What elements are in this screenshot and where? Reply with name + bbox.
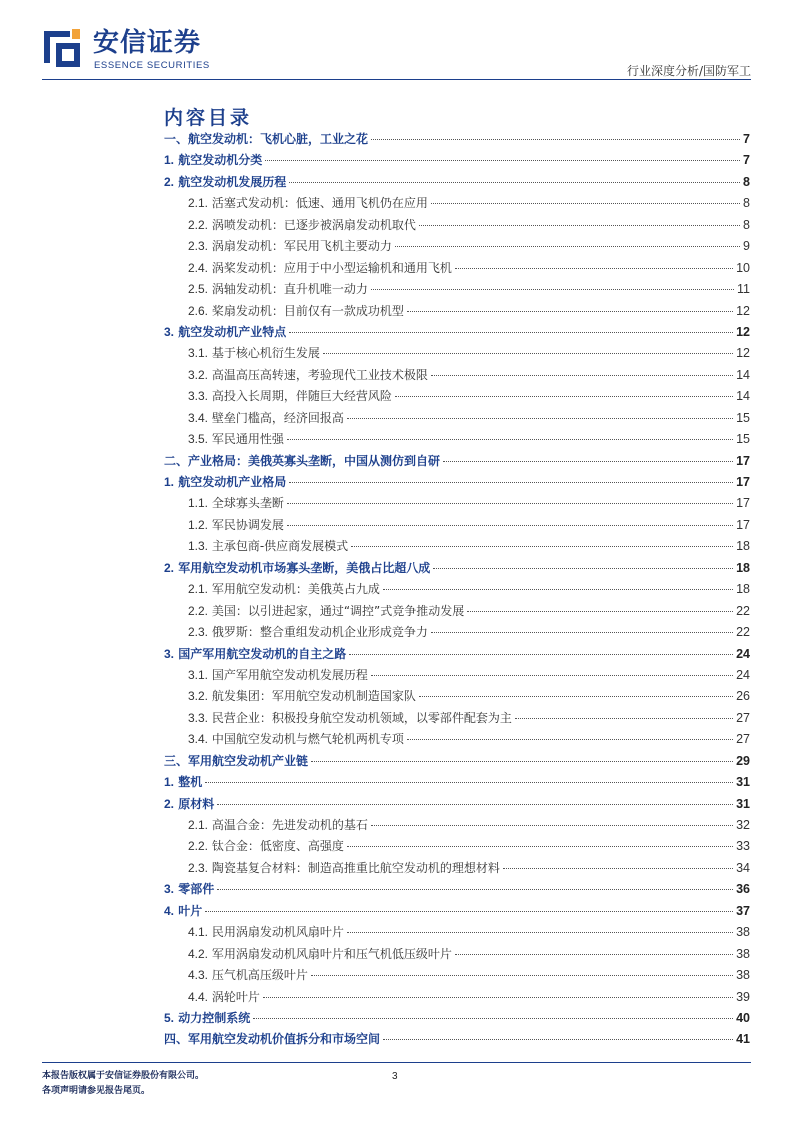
toc-entry-number: 四、 [164, 1032, 189, 1047]
toc-entry-number: 3.2. [188, 367, 209, 382]
toc-leader-dots [455, 954, 733, 955]
toc-entry[interactable] [164, 130, 750, 151]
toc-entry-text: 航空发动机分类 [178, 153, 263, 168]
toc-entry-text: 钛合金：低密度、高强度 [211, 839, 344, 854]
toc-leader-dots [515, 718, 733, 719]
toc-entry-text: 高温合金：先进发动机的基石 [211, 818, 368, 832]
toc-leader-dots [205, 782, 733, 783]
toc-entry[interactable] [164, 237, 750, 258]
toc-entry-text: 美国：以引进起家，通过“调控”式竞争推动发展 [211, 603, 465, 618]
toc-entry[interactable] [164, 302, 750, 323]
toc-leader-dots [371, 289, 734, 290]
toc-entry-title [188, 923, 344, 940]
toc-leader-dots [431, 203, 740, 204]
toc-entry-text: 军用涡扇发动机风扇叶片和压气机低压级叶片 [211, 946, 452, 961]
toc-entry-title [188, 837, 344, 854]
toc-entry-page: 17 [736, 496, 750, 511]
toc-entry-number: 2.3. [188, 860, 209, 875]
toc-entry-page: 17 [736, 475, 750, 489]
toc-entry-number: 4.1. [188, 925, 209, 940]
toc-entry-title [164, 452, 440, 469]
footer-divider [42, 1062, 751, 1063]
toc-entry-number: 二、 [164, 453, 189, 468]
toc-entry[interactable] [164, 816, 750, 837]
toc-entry-title [164, 1030, 380, 1047]
toc-leader-dots [407, 311, 733, 312]
toc-entry-title [164, 130, 368, 147]
toc-entry-text: 原材料 [178, 796, 215, 811]
toc-entry-text: 零部件 [178, 882, 215, 897]
toc-entry[interactable] [164, 859, 750, 880]
toc-entry-text: 军用航空发动机市场寡头垄断，美俄占比超八成 [178, 560, 431, 575]
toc-leader-dots [433, 568, 733, 569]
toc-entry-text: 国产军用航空发动机发展历程 [211, 667, 368, 682]
toc-entry-title [188, 194, 428, 211]
toc-entry-title [188, 602, 464, 619]
toc-leader-dots [265, 160, 740, 161]
toc-entry-title [188, 387, 392, 404]
toc-entry-title [164, 773, 202, 790]
toc-leader-dots [467, 611, 733, 612]
toc-entry-page: 37 [736, 903, 750, 918]
toc-entry-number: 2.5. [188, 282, 209, 297]
toc-entry-title [164, 559, 430, 576]
toc-entry-page: 14 [736, 367, 750, 382]
toc-entry-text: 军民通用性强 [211, 432, 284, 447]
toc-entry-page: 18 [736, 582, 750, 597]
toc-entry-text: 军用航空发动机产业链 [188, 753, 309, 768]
toc-entry[interactable] [164, 452, 750, 473]
toc-entry-text: 全球寡头垄断 [211, 496, 284, 511]
toc-entry-page: 34 [736, 860, 750, 875]
toc-entry-number: 3.3. [188, 710, 209, 725]
toc-entry-page: 18 [736, 560, 750, 575]
toc-entry-page: 15 [736, 410, 750, 425]
toc-entry-text: 航空发动机：飞机心脏，工业之花 [188, 132, 369, 146]
toc-entry[interactable] [164, 473, 750, 494]
toc-entry-text: 壁垒门槛高，经济回报高 [211, 410, 344, 425]
toc-entry-text: 涡扇发动机：军民用飞机主要动力 [211, 239, 392, 254]
toc-entry-text: 陶瓷基复合材料：制造高推重比航空发动机的理想材料 [211, 860, 500, 875]
toc-leader-dots [431, 375, 733, 376]
toc-entry[interactable] [164, 709, 750, 730]
toc-entry[interactable] [164, 902, 750, 923]
toc-entry[interactable] [164, 216, 750, 237]
toc-entry-title [164, 752, 308, 769]
toc-entry[interactable] [164, 645, 750, 666]
toc-entry-page: 31 [736, 796, 750, 811]
toc-leader-dots [407, 739, 733, 740]
toc-entry-number: 3. [164, 882, 175, 897]
toc-entry-text: 活塞式发动机：低速、通用飞机仍在应用 [211, 196, 428, 211]
toc-entry-text: 整机 [178, 775, 203, 790]
toc-entry-number: 一、 [164, 132, 189, 146]
report-category: 行业深度分析/国防军工 [626, 64, 751, 78]
toc-entry-page: 22 [736, 625, 750, 640]
toc-entry-title [188, 988, 260, 1005]
brand-name-cn: 安信证券 [93, 28, 202, 58]
toc-entry-text: 涡轴发动机：直升机唯一动力 [211, 282, 368, 297]
toc-entry-title [188, 945, 452, 962]
toc-entry-title [188, 344, 320, 361]
toc-entry-title [164, 1009, 250, 1026]
toc-entry-title [188, 280, 368, 297]
toc-entry-title [164, 645, 346, 662]
toc-entry[interactable] [164, 259, 750, 280]
toc-entry-number: 2.2. [188, 603, 209, 618]
toc-entry-title [164, 880, 214, 897]
table-of-contents [164, 130, 750, 1052]
toc-entry[interactable] [164, 795, 750, 816]
toc-leader-dots [217, 889, 733, 890]
toc-entry-number: 2. [164, 796, 175, 811]
toc-entry-text: 航空发动机产业格局 [178, 475, 287, 489]
toc-entry[interactable] [164, 945, 750, 966]
toc-entry-title [164, 173, 286, 190]
toc-entry-page: 36 [736, 882, 750, 897]
footer-copyright: 本报告版权属于安信证券股份有限公司。 [42, 1071, 205, 1081]
toc-entry[interactable] [164, 988, 750, 1009]
toc-leader-dots [289, 182, 740, 183]
toc-entry[interactable] [164, 1030, 750, 1051]
toc-entry-title [188, 494, 284, 511]
toc-leader-dots [347, 846, 733, 847]
toc-entry-number: 2.1. [188, 582, 209, 597]
toc-entry-title [188, 259, 452, 276]
toc-entry-page: 10 [736, 260, 750, 275]
toc-entry[interactable] [164, 666, 750, 687]
toc-leader-dots [289, 482, 733, 483]
toc-entry-text: 叶片 [178, 903, 203, 918]
toc-entry[interactable] [164, 280, 750, 301]
toc-entry-text: 涡桨发动机：应用于中小型运输机和通用飞机 [211, 260, 452, 275]
toc-entry-page: 22 [736, 603, 750, 618]
toc-entry-number: 2.4. [188, 260, 209, 275]
toc-entry-text: 桨扇发动机：目前仅有一款成功机型 [211, 303, 404, 318]
toc-entry-page: 14 [736, 389, 750, 404]
toc-entry[interactable] [164, 687, 750, 708]
toc-entry[interactable] [164, 837, 750, 858]
toc-leader-dots [263, 997, 733, 998]
toc-entry-number: 3.5. [188, 432, 209, 447]
toc-entry-text: 航空发动机发展历程 [178, 174, 287, 189]
toc-entry-title [164, 151, 262, 168]
toc-entry-number: 3. [164, 324, 175, 339]
toc-entry-page: 39 [736, 989, 750, 1004]
toc-entry-text: 涡轮叶片 [211, 989, 260, 1004]
toc-entry-title [188, 537, 348, 554]
toc-leader-dots [287, 525, 733, 526]
toc-entry-number: 4.2. [188, 946, 209, 961]
toc-entry-title [164, 323, 286, 340]
toc-leader-dots [347, 418, 733, 419]
toc-entry-page: 31 [736, 775, 750, 790]
toc-entry-text: 航发集团：军用航空发动机制造国家队 [211, 689, 416, 704]
toc-leader-dots [395, 396, 733, 397]
toc-entry-number: 2.3. [188, 625, 209, 640]
toc-entry-text: 动力控制系统 [178, 1010, 251, 1025]
toc-entry-number: 2. [164, 174, 175, 189]
toc-entry-page: 32 [736, 818, 750, 832]
toc-entry-number: 3.2. [188, 689, 209, 704]
footer-notes [42, 1069, 204, 1099]
toc-leader-dots [323, 353, 733, 354]
toc-leader-dots [455, 268, 733, 269]
toc-leader-dots [289, 332, 733, 333]
toc-entry-number: 1.2. [188, 517, 209, 532]
toc-entry-number: 1.3. [188, 539, 209, 554]
toc-entry[interactable] [164, 516, 750, 537]
toc-entry-page: 27 [736, 710, 750, 725]
toc-entry-number: 4. [164, 903, 175, 918]
toc-entry-text: 产业格局：美俄英寡头垄断，中国从测仿到自研 [188, 453, 441, 468]
toc-entry-number: 3.1. [188, 667, 209, 682]
toc-entry-number: 4.4. [188, 989, 209, 1004]
toc-entry-title [188, 816, 368, 833]
toc-entry[interactable] [164, 923, 750, 944]
toc-entry-page: 8 [743, 217, 750, 232]
toc-entry-number: 三、 [164, 753, 189, 768]
toc-leader-dots [431, 632, 733, 633]
toc-entry-number: 2.1. [188, 818, 209, 832]
toc-entry-title [188, 709, 512, 726]
toc-entry-number: 1. [164, 153, 175, 168]
toc-entry-page: 27 [736, 732, 750, 747]
toc-entry-page: 17 [736, 517, 750, 532]
toc-leader-dots [419, 225, 740, 226]
toc-entry-title [188, 859, 500, 876]
toc-entry[interactable] [164, 537, 750, 558]
toc-entry-number: 5. [164, 1010, 175, 1025]
toc-entry-title [188, 366, 428, 383]
toc-entry-text: 高投入长周期，伴随巨大经营风险 [211, 389, 392, 404]
toc-entry-text: 中国航空发动机与燃气轮机两机专项 [211, 732, 404, 747]
toc-entry-page: 15 [736, 432, 750, 447]
toc-entry-title [188, 430, 284, 447]
toc-entry-title [188, 216, 416, 233]
toc-entry-page: 7 [743, 132, 750, 146]
toc-entry-title [188, 516, 284, 533]
toc-entry[interactable] [164, 387, 750, 408]
toc-entry[interactable] [164, 1009, 750, 1030]
toc-leader-dots [383, 1039, 733, 1040]
toc-entry[interactable] [164, 880, 750, 901]
toc-leader-dots [419, 696, 733, 697]
toc-leader-dots [287, 439, 733, 440]
toc-entry[interactable] [164, 344, 750, 365]
toc-entry-number: 3.4. [188, 410, 209, 425]
toc-entry-text: 军用航空发动机：美俄英占九成 [211, 582, 380, 597]
toc-entry-title [188, 237, 392, 254]
toc-entry-number: 2.3. [188, 239, 209, 254]
toc-entry-page: 17 [736, 453, 750, 468]
toc-entry-title [188, 623, 428, 640]
toc-entry-title [188, 580, 380, 597]
toc-entry-text: 俄罗斯：整合重组发动机企业形成竞争力 [211, 625, 428, 640]
toc-entry-text: 基于核心机衍生发展 [211, 346, 320, 361]
toc-entry-number: 2.2. [188, 217, 209, 232]
toc-entry-number: 2.2. [188, 839, 209, 854]
toc-entry-page: 26 [736, 689, 750, 704]
toc-entry-page: 8 [743, 174, 750, 189]
toc-entry[interactable] [164, 773, 750, 794]
toc-entry-title [188, 409, 344, 426]
toc-entry-page: 29 [736, 753, 750, 768]
toc-leader-dots [311, 975, 733, 976]
toc-leader-dots [443, 461, 733, 462]
toc-entry-page: 7 [743, 153, 750, 168]
footer-disclaimer: 各项声明请参见报告尾页。 [42, 1086, 151, 1096]
toc-leader-dots [371, 825, 733, 826]
toc-entry-text: 军用航空发动机价值拆分和市场空间 [188, 1032, 381, 1047]
toc-entry-text: 主承包商-供应商发展模式 [211, 539, 349, 554]
toc-leader-dots [205, 911, 733, 912]
toc-entry-text: 民用涡扇发动机风扇叶片 [211, 925, 344, 940]
toc-entry[interactable] [164, 966, 750, 987]
toc-leader-dots [503, 868, 733, 869]
toc-entry-number: 3.3. [188, 389, 209, 404]
toc-entry[interactable] [164, 430, 750, 451]
toc-entry-text: 航空发动机产业特点 [178, 324, 287, 339]
toc-entry-number: 1. [164, 475, 175, 489]
toc-leader-dots [351, 546, 733, 547]
header-divider [42, 79, 751, 80]
toc-entry-title [188, 730, 404, 747]
toc-entry[interactable] [164, 730, 750, 751]
toc-entry-number: 3. [164, 646, 175, 661]
toc-leader-dots [287, 503, 733, 504]
toc-entry[interactable] [164, 494, 750, 515]
toc-title: 内容目录 [164, 107, 253, 129]
toc-entry[interactable] [164, 323, 750, 344]
toc-entry-number: 2.6. [188, 303, 209, 318]
toc-entry-title [188, 966, 308, 983]
toc-entry-page: 33 [736, 839, 750, 854]
toc-entry-text: 军民协调发展 [211, 517, 284, 532]
toc-entry-number: 1.1. [188, 496, 209, 511]
toc-entry[interactable] [164, 366, 750, 387]
toc-entry[interactable] [164, 623, 750, 644]
toc-entry-title [164, 902, 202, 919]
toc-entry-title [164, 473, 286, 490]
toc-entry[interactable] [164, 194, 750, 215]
toc-entry-text: 国产军用航空发动机的自主之路 [178, 646, 347, 661]
toc-entry-page: 41 [736, 1032, 750, 1047]
toc-entry[interactable] [164, 580, 750, 601]
essence-logo-icon [42, 27, 82, 69]
toc-entry-title [188, 302, 404, 319]
toc-entry-page: 24 [736, 646, 750, 661]
toc-entry[interactable] [164, 151, 750, 172]
toc-entry[interactable] [164, 409, 750, 430]
toc-entry-title [188, 666, 368, 683]
toc-leader-dots [311, 761, 733, 762]
toc-leader-dots [383, 589, 733, 590]
toc-leader-dots [371, 675, 733, 676]
toc-entry-title [164, 795, 214, 812]
toc-entry[interactable] [164, 559, 750, 580]
toc-entry-page: 12 [736, 324, 750, 339]
page-number: 3 [392, 1071, 398, 1082]
toc-entry-text: 高温高压高转速，考验现代工业技术极限 [211, 367, 428, 382]
toc-entry[interactable] [164, 752, 750, 773]
toc-leader-dots [349, 654, 733, 655]
toc-entry-page: 9 [743, 239, 750, 254]
toc-entry-number: 3.4. [188, 732, 209, 747]
toc-entry-text: 涡喷发动机：已逐步被涡扇发动机取代 [211, 217, 416, 232]
toc-entry-page: 38 [736, 925, 750, 940]
toc-entry-page: 40 [736, 1010, 750, 1025]
toc-entry-page: 18 [736, 539, 750, 554]
toc-leader-dots [217, 804, 733, 805]
brand-name-en: ESSENCE SECURITIES [94, 60, 210, 71]
toc-leader-dots [347, 932, 733, 933]
toc-entry-number: 3.1. [188, 346, 209, 361]
toc-entry-page: 12 [736, 346, 750, 361]
toc-entry-page: 38 [736, 946, 750, 961]
toc-entry-number: 2. [164, 560, 175, 575]
toc-entry[interactable] [164, 173, 750, 194]
toc-entry-page: 24 [736, 667, 750, 682]
toc-entry-page: 8 [743, 196, 750, 211]
toc-entry-page: 38 [736, 968, 750, 983]
toc-entry-page: 12 [736, 303, 750, 318]
toc-entry-number: 2.1. [188, 196, 209, 211]
toc-entry-title [188, 687, 416, 704]
toc-leader-dots [371, 139, 740, 140]
toc-entry-number: 1. [164, 775, 175, 790]
toc-leader-dots [395, 246, 740, 247]
toc-leader-dots [253, 1018, 733, 1019]
toc-entry-page: 11 [737, 282, 750, 297]
toc-entry[interactable] [164, 602, 750, 623]
toc-entry-text: 民营企业：积极投身航空发动机领域，以零部件配套为主 [211, 710, 512, 725]
toc-entry-number: 4.3. [188, 968, 209, 983]
toc-entry-text: 压气机高压级叶片 [211, 968, 308, 983]
